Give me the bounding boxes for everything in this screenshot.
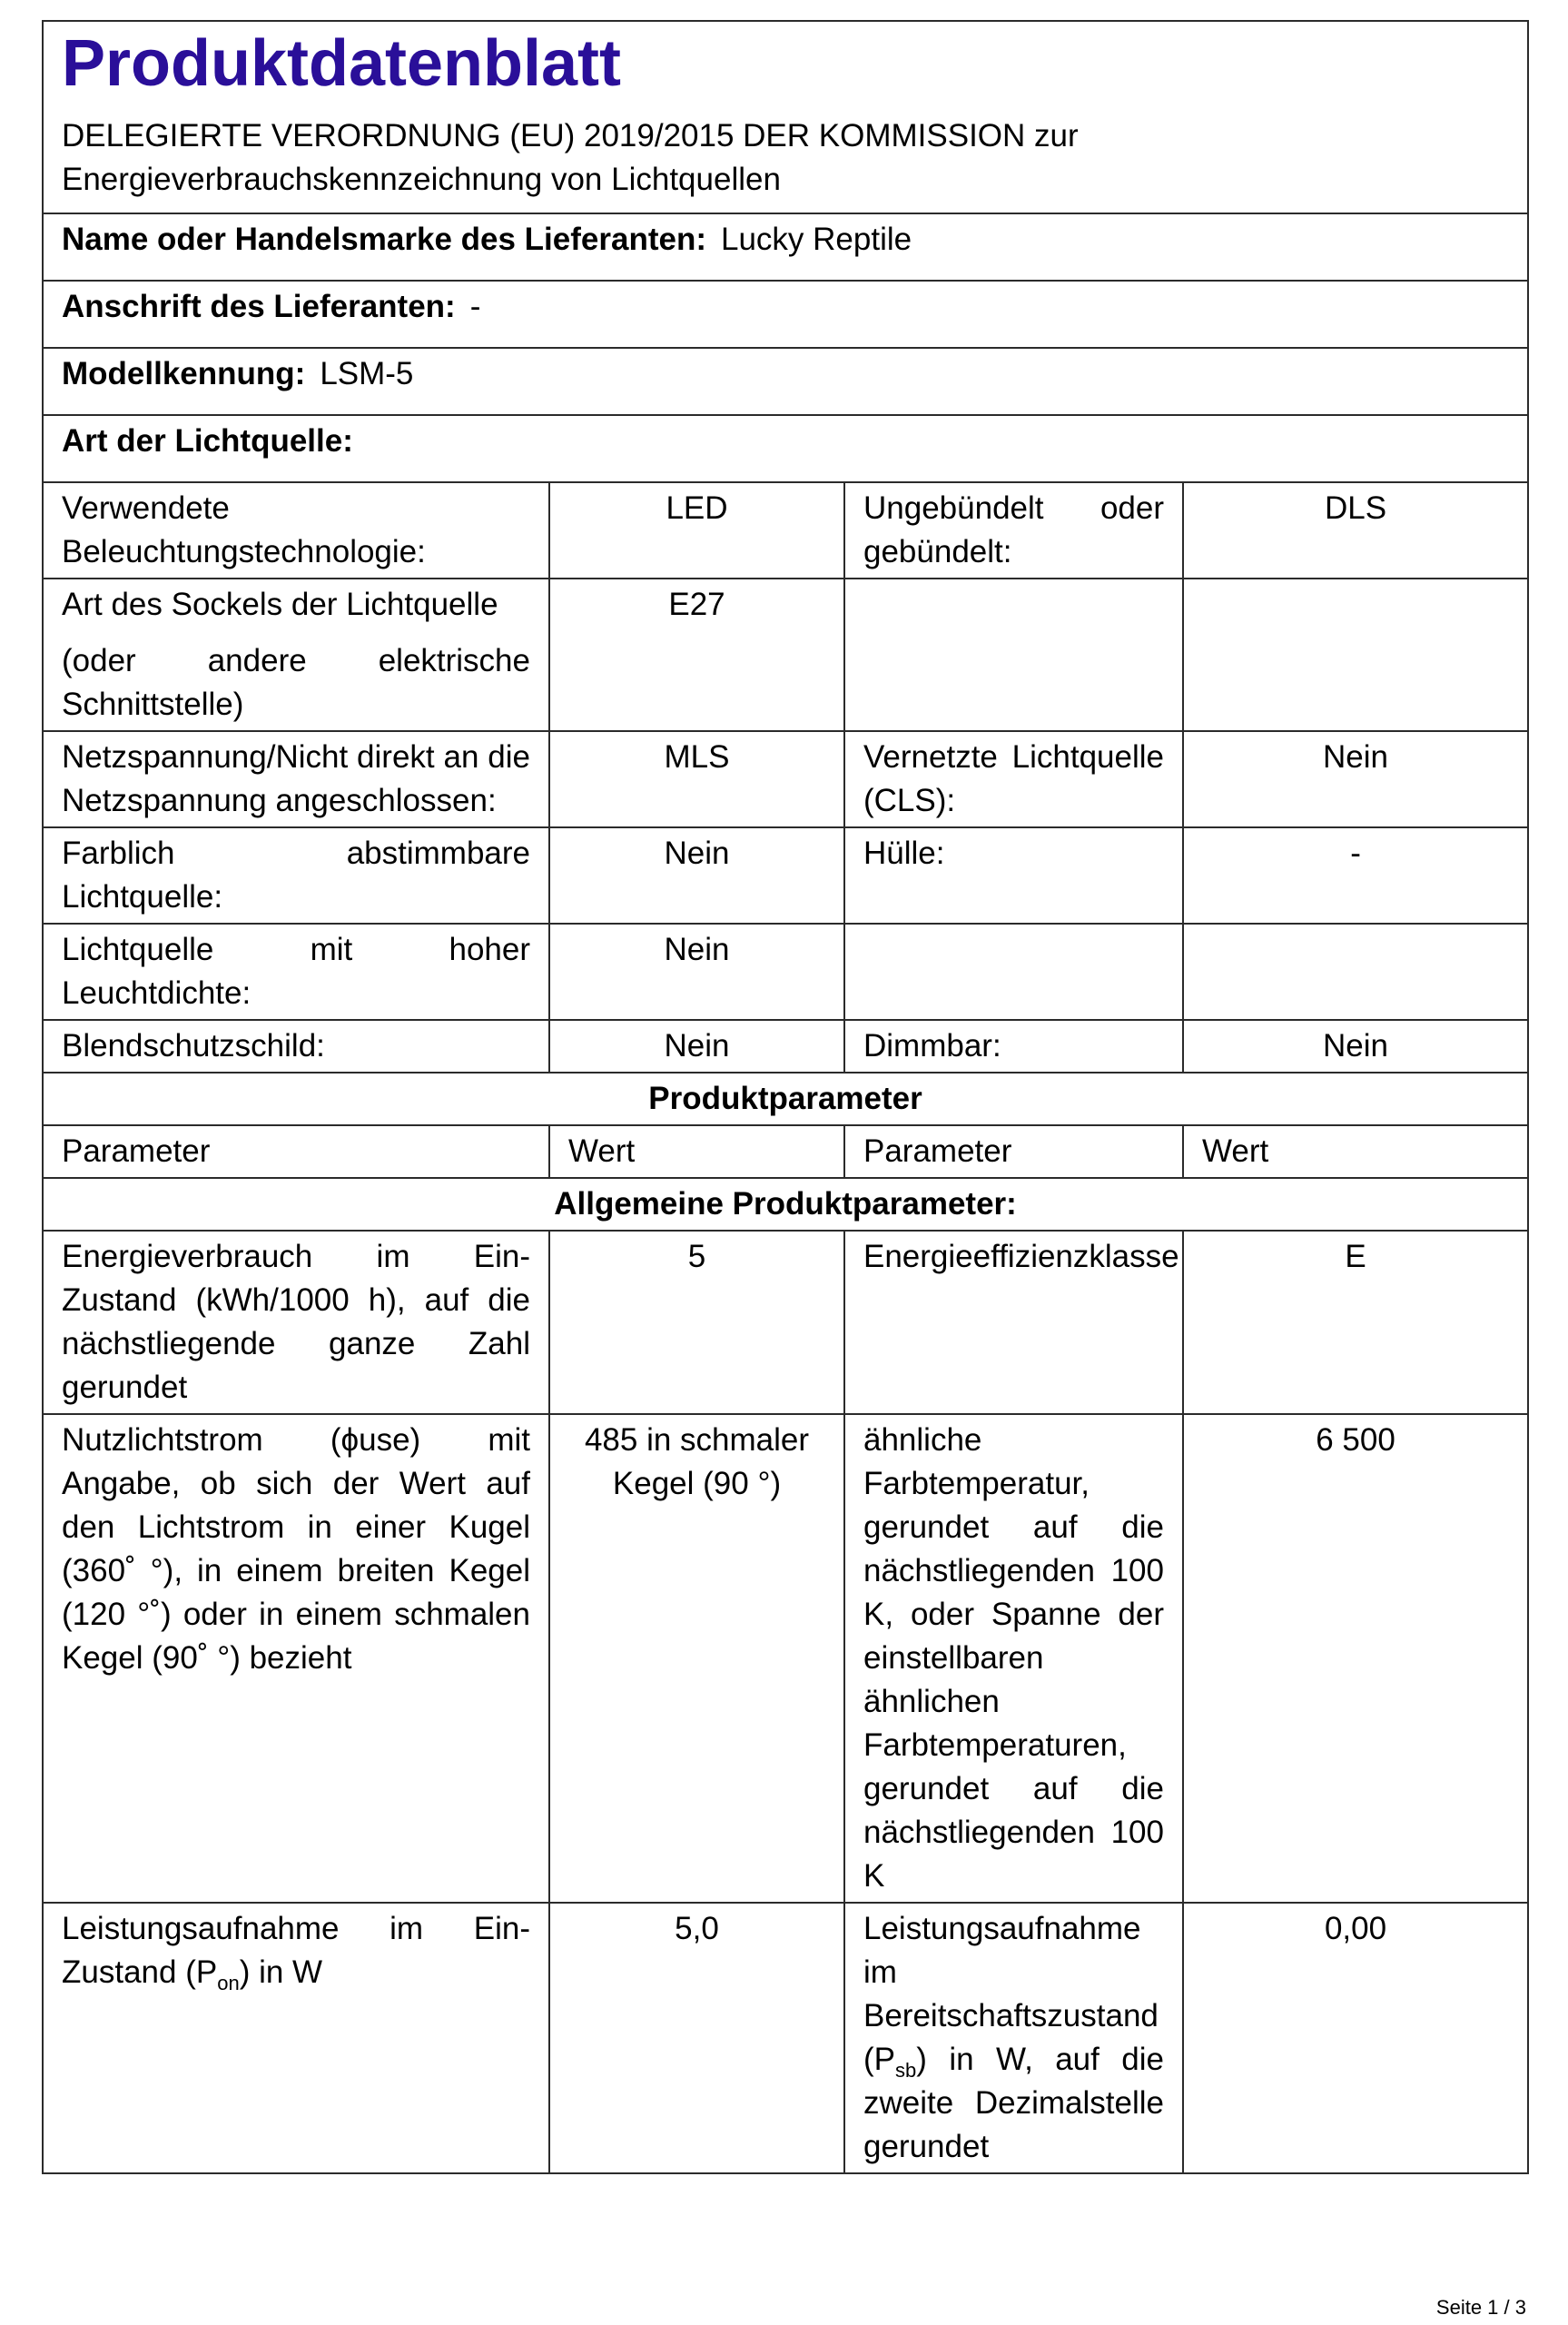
technology-label: Verwendete Beleuchtungstechnologie:	[43, 482, 549, 579]
colour-temperature-value: 6 500	[1183, 1414, 1528, 1903]
power-on-label-text: Leistungsaufnahme im Ein-Zustand (P	[62, 1911, 530, 1990]
mains-value: MLS	[549, 731, 844, 827]
light-source-type-label: Art der Lichtquelle:	[62, 423, 353, 459]
mains-row	[43, 731, 1528, 827]
efficiency-class-label: Energieeffizienzklasse	[844, 1231, 1183, 1414]
standby-power-label-unit: ) in W, auf die zweite Dezimalstelle gerundet	[863, 2042, 1164, 2164]
envelope-value: -	[1183, 827, 1528, 924]
title-cell	[43, 21, 1528, 213]
standby-power-value: 0,00	[1183, 1903, 1528, 2173]
supplier-address-value: -	[469, 289, 481, 324]
empty-cell	[844, 924, 1183, 1020]
cap-type-label-cell	[43, 579, 549, 731]
product-data-sheet-table	[42, 20, 1529, 2174]
high-luminance-row	[43, 924, 1528, 1020]
efficiency-class-value: E	[1183, 1231, 1528, 1414]
empty-cell	[844, 579, 1183, 731]
column-header-parameter: Parameter	[844, 1125, 1183, 1178]
high-luminance-label: Lichtquelle mit hoher Leuchtdichte:	[43, 924, 549, 1020]
supplier-name-label: Name oder Handelsmarke des Lieferanten:	[62, 222, 706, 257]
supplier-name-row	[43, 213, 1528, 281]
column-header-value: Wert	[1183, 1125, 1528, 1178]
product-parameters-title: Produktparameter	[43, 1073, 1528, 1125]
envelope-label: Hülle:	[844, 827, 1183, 924]
column-header-parameter: Parameter	[43, 1125, 549, 1178]
luminous-flux-row	[43, 1414, 1528, 1903]
cap-type-value: E27	[549, 579, 844, 731]
standby-power-label	[844, 1903, 1183, 2173]
standby-power-subscript: sb	[895, 2059, 917, 2082]
general-parameters-title: Allgemeine Produktparameter:	[43, 1178, 1528, 1231]
colour-temperature-label: ähnliche Farbtemperatur, gerundet auf die nächstliegenden 100 K, oder Spanne der einstellbaren ähnlichen Farbtemperaturen, gerundet auf die nächstliegenden 100 K	[844, 1414, 1183, 1903]
connected-value: Nein	[1183, 731, 1528, 827]
column-header-row	[43, 1125, 1528, 1178]
directional-value: DLS	[1183, 482, 1528, 579]
empty-cell	[1183, 579, 1528, 731]
light-source-type-row	[43, 415, 1528, 482]
directional-label: Ungebündelt oder gebündelt:	[844, 482, 1183, 579]
title-row	[43, 21, 1528, 213]
document-title: Produktdatenblatt	[62, 27, 622, 100]
cap-type-label-note: (oder andere elektrische Schnittstelle)	[62, 643, 530, 722]
connected-label: Vernetzte Lichtquelle (CLS):	[844, 731, 1183, 827]
power-on-subscript: on	[217, 1972, 240, 1994]
supplier-address-label: Anschrift des Lieferanten:	[62, 289, 456, 324]
cap-type-row	[43, 579, 1528, 731]
supplier-address-row	[43, 281, 1528, 348]
empty-cell	[1183, 924, 1528, 1020]
regulation-line-1: DELEGIERTE VERORDNUNG (EU) 2019/2015 DER KOMMISSION zur	[62, 118, 1079, 153]
model-value: LSM-5	[320, 356, 414, 391]
model-label: Modellkennung:	[62, 356, 306, 391]
anti-glare-value: Nein	[549, 1020, 844, 1073]
regulation-line-2: Energieverbrauchskennzeichnung von Lichtquellen	[62, 162, 781, 197]
luminous-flux-value: 485 in schmaler Kegel (90 °)	[549, 1414, 844, 1903]
colour-tunable-label: Farblich abstimmbare Lichtquelle:	[43, 827, 549, 924]
energy-consumption-value: 5	[549, 1231, 844, 1414]
power-on-label	[43, 1903, 549, 2173]
anti-glare-label: Blendschutzschild:	[43, 1020, 549, 1073]
colour-tunable-value: Nein	[549, 827, 844, 924]
general-parameters-section-row	[43, 1178, 1528, 1231]
power-on-value: 5,0	[549, 1903, 844, 2173]
technology-row	[43, 482, 1528, 579]
power-on-label-unit: ) in W	[239, 1954, 323, 1990]
regulation-subtitle	[62, 114, 1509, 202]
mains-label: Netzspannung/Nicht direkt an die Netzspannung angeschlossen:	[43, 731, 549, 827]
cap-type-label: Art des Sockels der Lichtquelle	[62, 587, 498, 622]
dimmable-label: Dimmbar:	[844, 1020, 1183, 1073]
luminous-flux-label: Nutzlichtstrom (ϕuse) mit Angabe, ob sich der Wert auf den Lichtstrom in einer Kugel (360˚ °), in einem breiten Kegel (120 °˚) oder in einem schmalen Kegel (90˚ °) bezieht	[43, 1414, 549, 1903]
standby-power-label-text: Leistungsaufnahme im Bereitschaftszustand (P	[863, 1911, 1159, 2077]
anti-glare-row	[43, 1020, 1528, 1073]
model-row	[43, 348, 1528, 415]
page-number: Seite 1 / 3	[1435, 2296, 1526, 2319]
technology-value: LED	[549, 482, 844, 579]
product-parameters-section-row	[43, 1073, 1528, 1125]
colour-tunable-row	[43, 827, 1528, 924]
supplier-name-value: Lucky Reptile	[720, 222, 912, 257]
energy-consumption-label: Energieverbrauch im Ein-Zustand (kWh/1000 h), auf die nächstliegende ganze Zahl gerundet	[43, 1231, 549, 1414]
dimmable-value: Nein	[1183, 1020, 1528, 1073]
column-header-value: Wert	[549, 1125, 844, 1178]
power-row	[43, 1903, 1528, 2173]
energy-consumption-row	[43, 1231, 1528, 1414]
high-luminance-value: Nein	[549, 924, 844, 1020]
